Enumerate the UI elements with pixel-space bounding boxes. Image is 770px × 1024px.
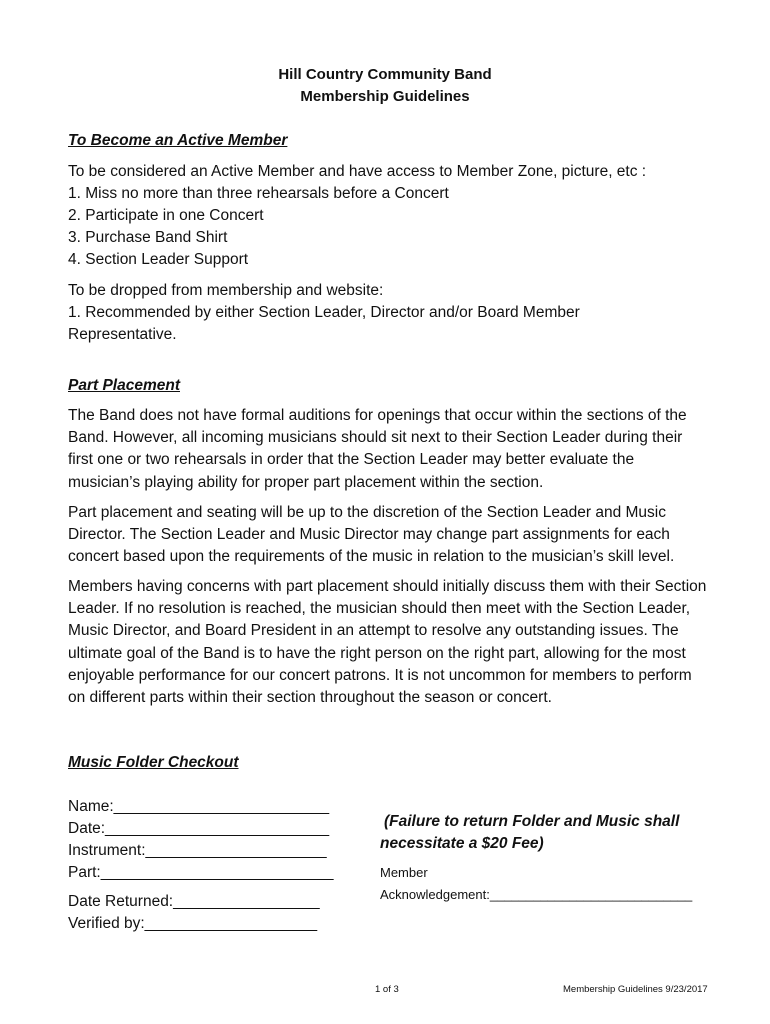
verified-by-field: Verified by:____________________ [68,915,318,932]
active-member-heading: To Become an Active Member [68,132,288,149]
active-member-item-1: 1. Miss no more than three rehearsals before a Concert [68,185,449,202]
part-placement-heading: Part Placement [68,377,180,394]
date-returned-field: Date Returned:_________________ [68,893,320,910]
document-title-line1: Hill Country Community Band [278,66,492,83]
member-label: Member [380,865,428,880]
dropped-intro: To be dropped from membership and website: [68,282,384,299]
active-member-item-3: 3. Purchase Band Shirt [68,229,228,246]
active-member-item-2: 2. Participate in one Concert [68,207,264,224]
footer-doc-info: Membership Guidelines 9/23/2017 [563,984,708,995]
part-placement-paragraph-3: Members having concerns with part placement should initially discuss them with their Section Leader. If no resolution is reached, the musician should then meet with the Section Leader, Music Director, and Board President in an attempt to resolve any outstanding issues. The ultimate goal of the Band is to have the right person on the right part, allowing for the most enjoyable performance for our concert patrons. It is not uncommon for members to perform on different parts within their section throughout the season or concert. [68,578,707,707]
music-folder-heading: Music Folder Checkout [68,754,239,771]
dropped-item-line1: 1. Recommended by either Section Leader, Director and/or Board Member [68,304,580,321]
active-member-item-4: 4. Section Leader Support [68,251,249,268]
date-field: Date:__________________________ [68,820,330,837]
part-field: Part:___________________________ [68,864,334,881]
document-title-line2: Membership Guidelines [300,88,470,105]
dropped-item-line2: Representative. [68,326,177,343]
instrument-field: Instrument:_____________________ [68,842,327,859]
acknowledgement-field: Acknowledgement:____________________________ [380,887,693,902]
part-placement-paragraph-1: The Band does not have formal auditions for openings that occur within the sections of the Band. However, all incoming musicians should sit next to their Section Leader during their first one or two rehearsals in order that the Section Leader may better evaluate the musician’s playing ability for proper part placement within the section. [68,407,687,491]
part-placement-paragraph-2: Part placement and seating will be up to the discretion of the Section Leader and Music Director. The Section Leader and Music Director may change part assignments for each concert based upon the requirements of the music in relation to the musician’s skill level. [68,504,675,566]
folder-fee-notice-line2: necessitate a $20 Fee) [380,835,544,852]
page-number: 1 of 3 [375,984,399,995]
active-member-intro: To be considered an Active Member and have access to Member Zone, picture, etc : [68,163,647,180]
name-field: Name:_________________________ [68,798,330,815]
folder-fee-notice-line1: (Failure to return Folder and Music shall [384,813,680,830]
